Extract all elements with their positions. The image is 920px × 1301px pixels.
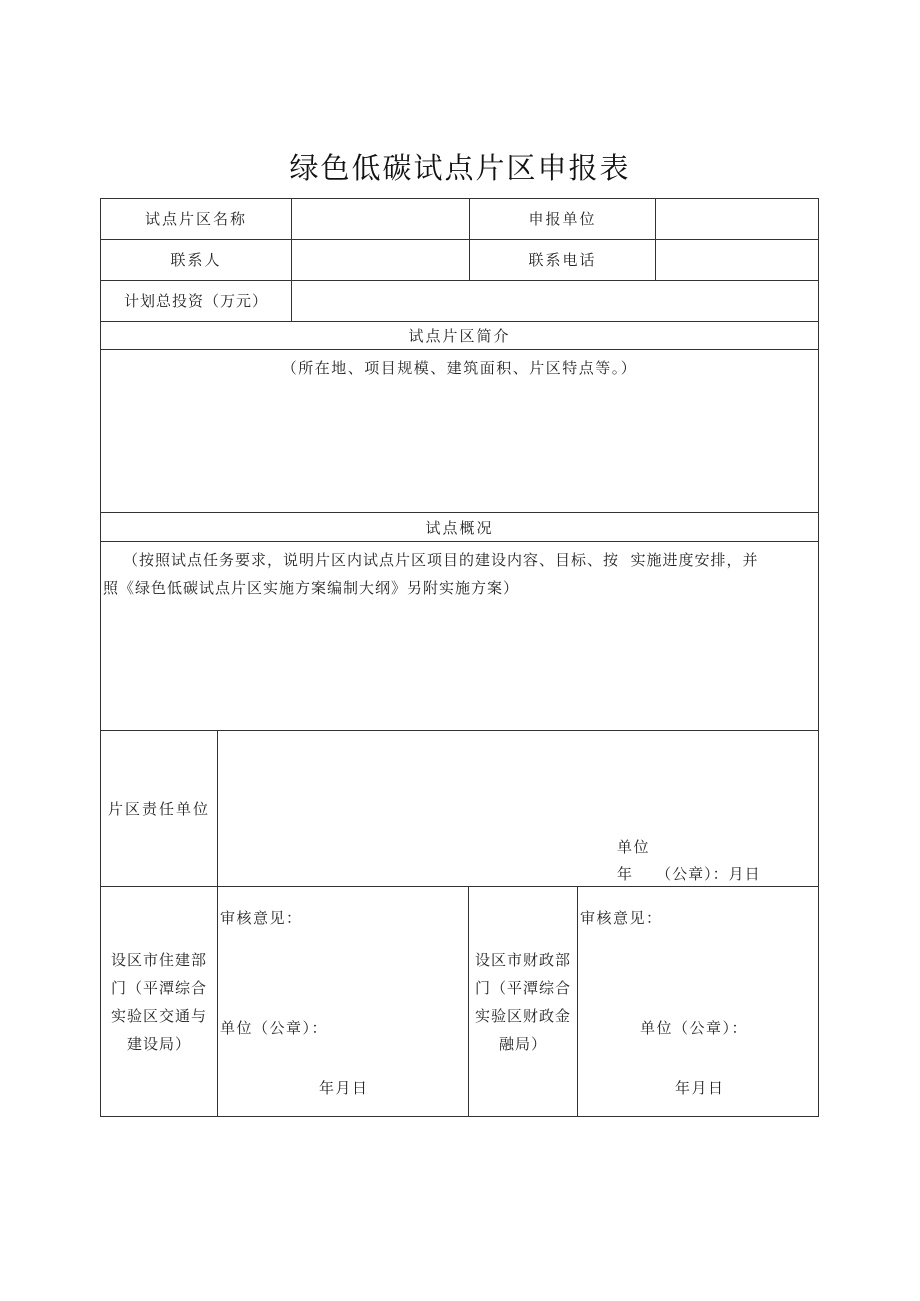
- intro-hint: （所在地、项目规模、建筑面积、片区特点等。）: [281, 359, 638, 377]
- finance-review-opinion-label: 审核意见：: [580, 909, 663, 927]
- contact-phone-label: 联系电话: [528, 251, 597, 269]
- finance-review-date: 年月日: [675, 1079, 725, 1097]
- applicant-unit-label: 申报单位: [528, 210, 597, 228]
- finance-review-unit-stamp: 单位（公章）：: [640, 1019, 749, 1037]
- col-divider: [577, 886, 578, 1116]
- housing-dept-label-line: 门（平潭综合: [110, 978, 207, 997]
- housing-dept-label-line: 建设局）: [126, 1034, 191, 1053]
- col-divider: [217, 730, 218, 1116]
- overview-section-header: 试点概况: [425, 518, 494, 537]
- responsible-date-stamp: 年 （公章）：月日: [617, 865, 761, 883]
- applicant-unit-field[interactable]: [656, 199, 818, 239]
- housing-dept-label-line: 实验区交通与: [110, 1006, 207, 1025]
- housing-review-date: 年月日: [319, 1079, 369, 1097]
- responsible-unit-label: 片区责任单位: [107, 799, 210, 818]
- total-investment-label: 计划总投资（万元）: [123, 292, 268, 310]
- overview-content-area[interactable]: [101, 604, 818, 730]
- overview-hint-line2: 照《绿色低碳试点片区实施方案编制大纲》另附实施方案）: [103, 579, 520, 597]
- responsible-unit-text: 单位: [617, 838, 651, 856]
- housing-review-unit-stamp: 单位（公章）：: [220, 1019, 329, 1037]
- pilot-area-name-label: 试点片区名称: [144, 210, 247, 228]
- finance-dept-label-line: 实验区财政金: [474, 1006, 571, 1025]
- finance-dept-label-line: 门（平潭综合: [474, 978, 571, 997]
- form-title: 绿色低碳试点片区申报表: [289, 151, 631, 185]
- intro-section-header: 试点片区简介: [408, 326, 511, 345]
- housing-dept-label-line: 设区市住建部: [110, 950, 207, 969]
- finance-dept-label-line: 融局）: [498, 1034, 547, 1053]
- contact-person-label: 联系人: [170, 251, 222, 269]
- overview-hint-line1: （按照试点任务要求，说明片区内试点片区项目的建设内容、目标、按 实施进度安排，并: [123, 551, 759, 569]
- finance-dept-label-line: 设区市财政部: [474, 950, 571, 969]
- contact-phone-field[interactable]: [656, 240, 818, 280]
- housing-review-opinion-label: 审核意见：: [220, 909, 303, 927]
- total-investment-field[interactable]: [292, 281, 818, 321]
- pilot-area-name-field[interactable]: [292, 199, 469, 239]
- housing-dept-label: [101, 887, 217, 1116]
- contact-person-field[interactable]: [292, 240, 469, 280]
- finance-dept-label: [469, 887, 577, 1116]
- intro-content-area[interactable]: [101, 385, 818, 512]
- application-form-table: [100, 198, 819, 1117]
